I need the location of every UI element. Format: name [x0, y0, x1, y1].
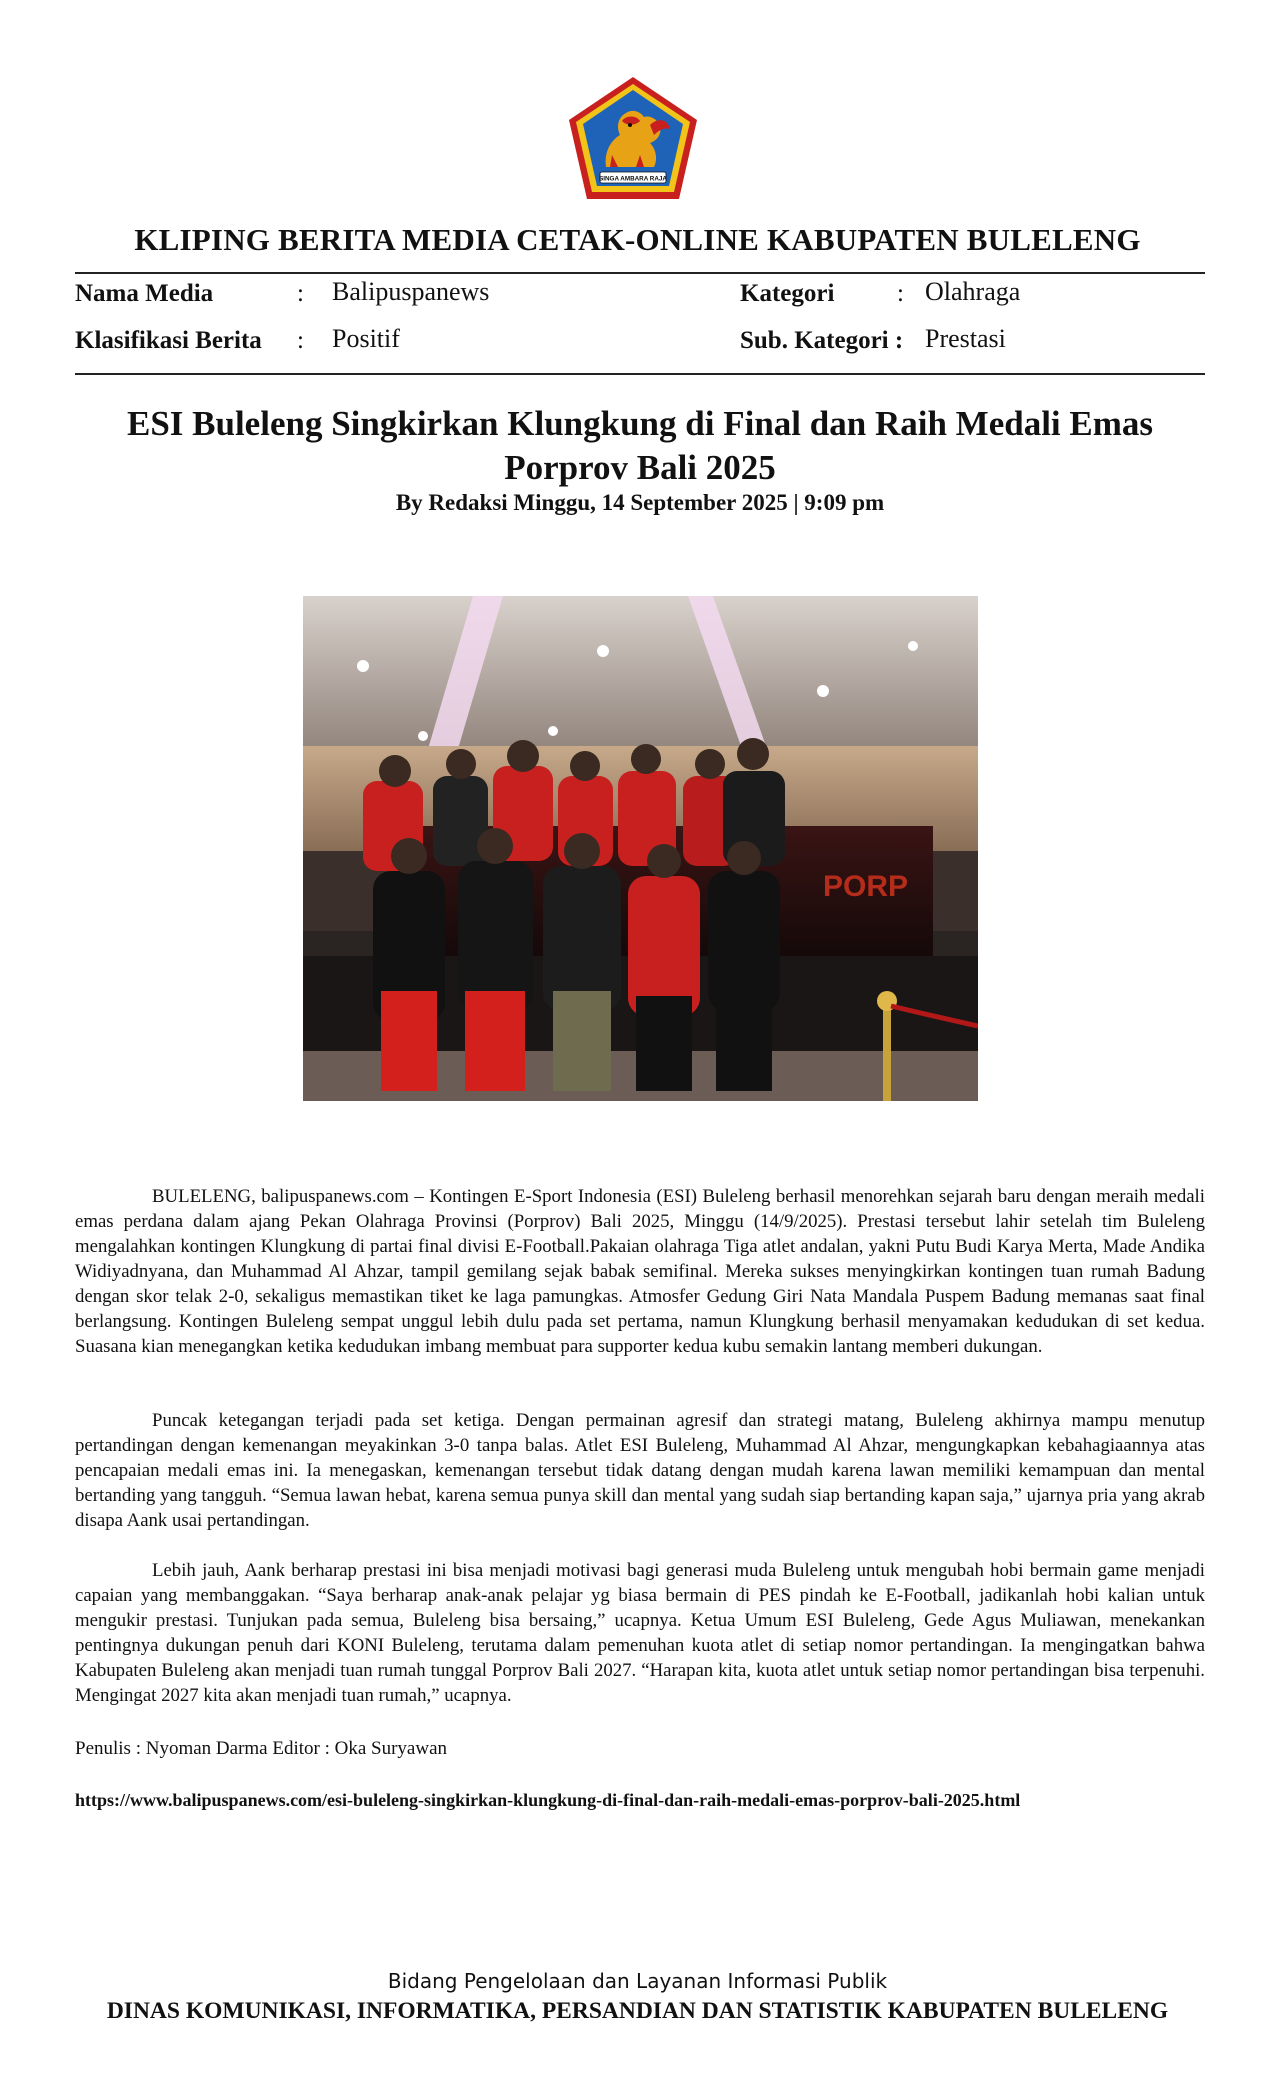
- buleleng-crest-logo: [566, 75, 700, 201]
- svg-text:PORP: PORP: [823, 870, 909, 903]
- kategori-colon: :: [897, 280, 904, 307]
- kategori-value: Olahraga: [925, 277, 1021, 306]
- article-byline: By Redaksi Minggu, 14 September 2025 | 9:09 pm: [395, 490, 885, 515]
- sub-kategori-label: Sub. Kategori :: [740, 327, 904, 354]
- footer-department: Bidang Pengelolaan dan Layanan Informasi Publik: [387, 1969, 888, 1993]
- team-photo: [303, 596, 978, 1101]
- article-source-link[interactable]: https://www.balipuspanews.com/esi-buleleng-singkirkan-klungkung-di-final-dan-raih-medali-emas-porprov-bali-2025.html: [75, 1790, 1021, 1810]
- nama-media-label: Nama Media: [75, 280, 214, 307]
- footer-agency: DINAS KOMUNIKASI, INFORMATIKA, PERSANDIAN DAN STATISTIK KABUPATEN BULELENG: [106, 1998, 1169, 2024]
- klasifikasi-colon: :: [297, 327, 304, 354]
- logo-motto: SINGA AMBARA RAJA: [599, 175, 667, 183]
- nama-media-value: Balipuspanews: [332, 277, 490, 306]
- sub-kategori-value: Prestasi: [925, 324, 1006, 353]
- article-paragraph-2: Puncak ketegangan terjadi pada set ketiga. Dengan permainan agresif dan strategi matang, Buleleng akhirnya mampu menutup pertandingan dengan kemenangan meyakinkan 3-0 tanpa balas. Atlet ESI Buleleng, Muhammad Al Ahzar, mengungkapkan kebahagiaannya atas pencapaian medali emas ini. Ia menegaskan, kemenangan tersebut tidak datang dengan mudah karena lawan memiliki kemampuan dan mental bertanding yang tangguh. “Semua lawan hebat, karena semua punya skill dan mental yang sudah siap bertanding kapan saja,” ujarnya pria yang akrab disapa Aank usai pertandingan.: [75, 1410, 1205, 1531]
- kategori-label: Kategori: [740, 280, 835, 307]
- header-divider-top: [75, 272, 1205, 274]
- klasifikasi-berita-value: Positif: [332, 324, 400, 353]
- klasifikasi-berita-label: Klasifikasi Berita: [75, 327, 262, 354]
- document-title: KLIPING BERITA MEDIA CETAK-ONLINE KABUPATEN BULELENG: [134, 222, 1141, 257]
- article-paragraph-3: Lebih jauh, Aank berharap prestasi ini bisa menjadi motivasi bagi generasi muda Buleleng untuk mengubah hobi bermain game menjadi capaian yang membanggakan. “Saya berharap anak-anak pelajar yg biasa bermain di PES pindah ke E-Football, jadikanlah hobi kalian untuk mengukir prestasi. Tunjukan pada semua, Buleleng bisa bersaing,” ucapnya. Ketua Umum ESI Buleleng, Gede Agus Muliawan, menekankan pentingnya dukungan penuh dari KONI Buleleng, terutama dalam pemenuhan kuota atlet di setiap nomor pertandingan. Ia mengingatkan bahwa Kabupaten Buleleng akan menjadi tuan rumah tunggal Porprov Bali 2027. “Harapan kita, kuota atlet untuk setiap nomor pertandingan bisa terpenuhi. Mengingat 2027 kita akan menjadi tuan rumah,” ucapnya.: [75, 1560, 1205, 1706]
- article-paragraph-1: BULELENG, balipuspanews.com – Kontingen E-Sport Indonesia (ESI) Buleleng berhasil menorehkan sejarah baru dengan meraih medali emas perdana dalam ajang Pekan Olahraga Provinsi (Porprov) Bali 2025, Minggu (14/9/2025). Prestasi tersebut lahir setelah tim Buleleng mengalahkan kontingen Klungkung di partai final divisi E-Football.Pakaian olahraga Tiga atlet andalan, yakni Putu Budi Karya Merta, Made Andika Widiyadnyana, dan Muhammad Al Ahzar, tampil gemilang sejak babak semifinal. Mereka sukses menyingkirkan kontingen tuan rumah Badung dengan skor telak 2-0, sekaligus memastikan tiket ke laga pamungkas. Atmosfer Gedung Giri Nata Mandala Puspem Badung memanas saat final berlangsung. Kontingen Buleleng sempat unggul lebih dulu pada set pertama, namun Klungkung berhasil menyamakan kedudukan di set kedua. Suasana kian menegangkan ketika kedudukan imbang membuat para supporter kedua kubu semakin lantang memberi dukungan.: [75, 1186, 1205, 1357]
- article-headline: ESI Buleleng Singkirkan Klungkung di Final dan Raih Medali Emas Porprov Bali 2025: [126, 404, 1154, 487]
- nama-media-colon: :: [297, 280, 304, 307]
- header-divider-bottom: [75, 373, 1205, 375]
- article-credits: Penulis : Nyoman Darma Editor : Oka Suryawan: [75, 1738, 448, 1759]
